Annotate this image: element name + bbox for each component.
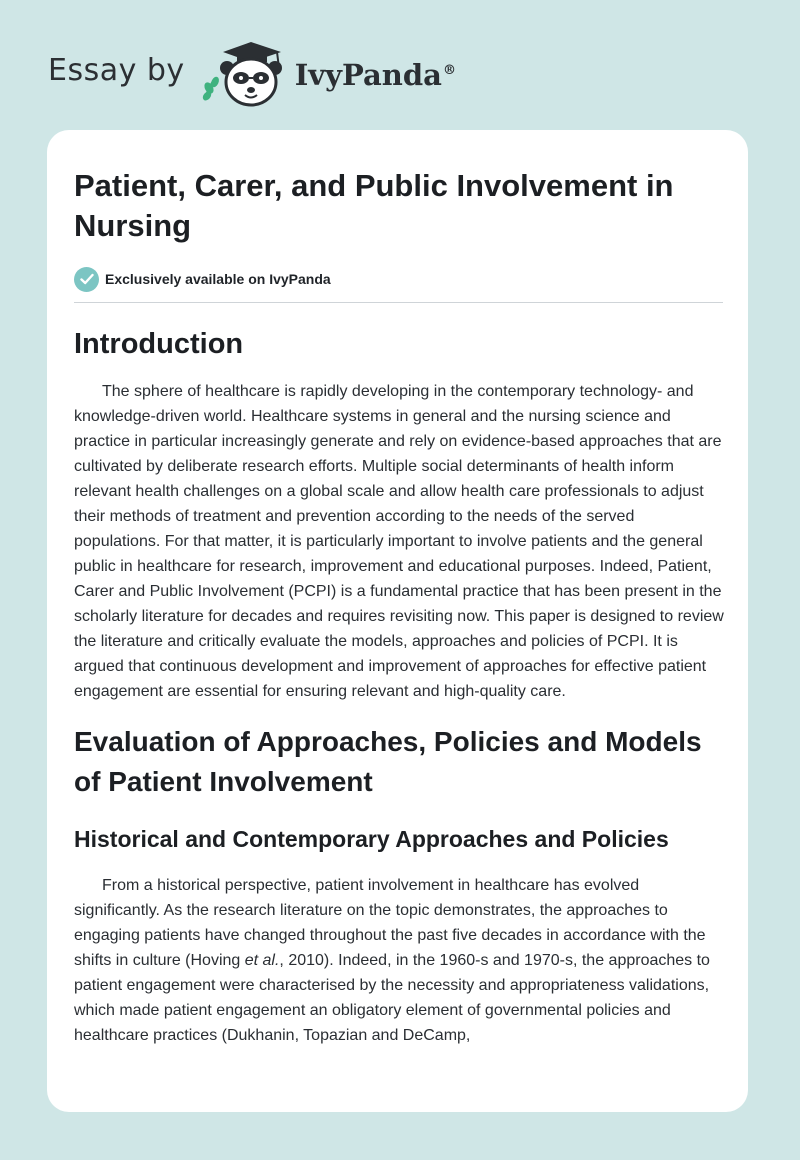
essay-card <box>47 130 748 1112</box>
divider <box>74 302 723 303</box>
brand-name: IvyPanda® <box>294 58 456 92</box>
section-heading-evaluation: Evaluation of Approaches, Policies and Models of Patient Involvement <box>74 726 702 797</box>
historical-paragraph: From a historical perspective, patient involvement in healthcare has evolved significantly. As the research literature on the topic demonstrates, the approaches to engaging patients have changed throughout the past five decades in accordance with the shifts in culture (Hoving et al., 2010). Indeed, in the 1960-s and 1970-s, the approaches to patient engagement were characterised by the necessity and appropriateness validations, which made patient engagement an obligatory element of governmental policies and healthcare practices (Dukhanin, Topazian and DeCamp, <box>74 877 710 1044</box>
check-icon <box>74 267 99 292</box>
brand-header[interactable] <box>48 38 456 108</box>
intro-paragraph: The sphere of healthcare is rapidly developing in the contemporary technology- and knowledge-driven world. Healthcare systems in general and the nursing science and practice in particular increasingly generate and rely on evidence-based approaches that are cultivated by deliberate research efforts. Multiple social determinants of health inform relevant health challenges on a global scale and allow health care professionals to adjust their methods of treatment and prevention according to the needs of the served populations. For that matter, it is particularly important to involve patients and the general public in healthcare for research, improvement and educational purposes. Indeed, Patient, Carer and Public Involvement (PCPI) is a fundamental practice that has been present in the scholarly literature for decades and requires revisiting now. This paper is designed to review the literature and critically evaluate the models, approaches and policies of PCPI. It is argued that continuous development and improvement of approaches for effective patient engagement are essential for ensuring relevant and high-quality care. <box>74 383 724 700</box>
page-title: Patient, Carer, and Public Involvement in Nursing <box>74 168 674 243</box>
exclusive-label: Exclusively available on IvyPanda <box>105 271 331 287</box>
panda-logo-icon <box>199 38 291 108</box>
brand-prefix: Essay by <box>48 52 185 88</box>
section-heading-introduction: Introduction <box>74 328 244 360</box>
subsection-heading-historical: Historical and Contemporary Approaches and Policies <box>74 826 669 852</box>
exclusive-badge <box>74 265 722 293</box>
